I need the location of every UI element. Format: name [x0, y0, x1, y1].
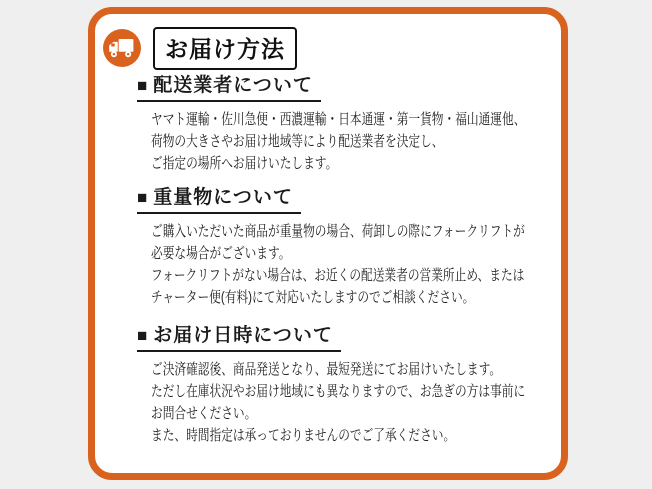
section-body-delivery-datetime	[151, 359, 526, 447]
section-heavy-items	[137, 188, 543, 309]
panel-title: お届け方法	[153, 27, 297, 70]
body-line: ご決済確認後、商品発送となり、最短発送にてお届けいたします。	[151, 360, 502, 378]
section-delivery-datetime	[137, 326, 543, 447]
section-heading-text: 配送業者について	[153, 75, 313, 96]
body-line: ご購入いただいた商品が重量物の場合、荷卸しの際にフォークリフトが	[151, 222, 525, 240]
body-line: お問合せください。	[151, 404, 257, 422]
truck-icon	[103, 29, 141, 67]
section-body-heavy-items	[151, 221, 525, 309]
body-line: チャーター便(有料)にて対応いたしますのでご相談ください。	[151, 288, 475, 306]
square-bullet-icon: ■	[137, 187, 149, 207]
section-heading-text: 重量物について	[153, 186, 293, 208]
body-line: 荷物の大きさやお届け地域等により配送業者を決定し、	[151, 132, 444, 150]
section-heading-text: お届け日時について	[153, 324, 333, 346]
square-bullet-icon: ■	[137, 76, 149, 95]
section-carriers	[137, 76, 543, 175]
section-heading-carriers	[137, 76, 321, 102]
body-line: フォークリフトがない場合は、お近くの配送業者の営業所止め、または	[151, 266, 525, 284]
square-bullet-icon: ■	[137, 325, 149, 345]
body-line: ご指定の場所へお届けいたします。	[151, 154, 338, 172]
section-heading-delivery-datetime	[137, 326, 341, 352]
body-line: ヤマト運輸・佐川急便・西濃運輸・日本通運・第一貨物・福山通運他、	[151, 110, 526, 128]
delivery-info-panel	[88, 7, 568, 480]
body-line: ただし在庫状況やお届け地域にも異なりますので、お急ぎの方は事前に	[151, 382, 526, 400]
panel-header	[103, 28, 561, 68]
section-heading-heavy-items	[137, 188, 301, 214]
section-body-carriers	[151, 109, 526, 175]
body-line: また、時間指定は承っておりませんのでご了承ください。	[151, 426, 456, 444]
body-line: 必要な場合がございます。	[151, 244, 291, 262]
